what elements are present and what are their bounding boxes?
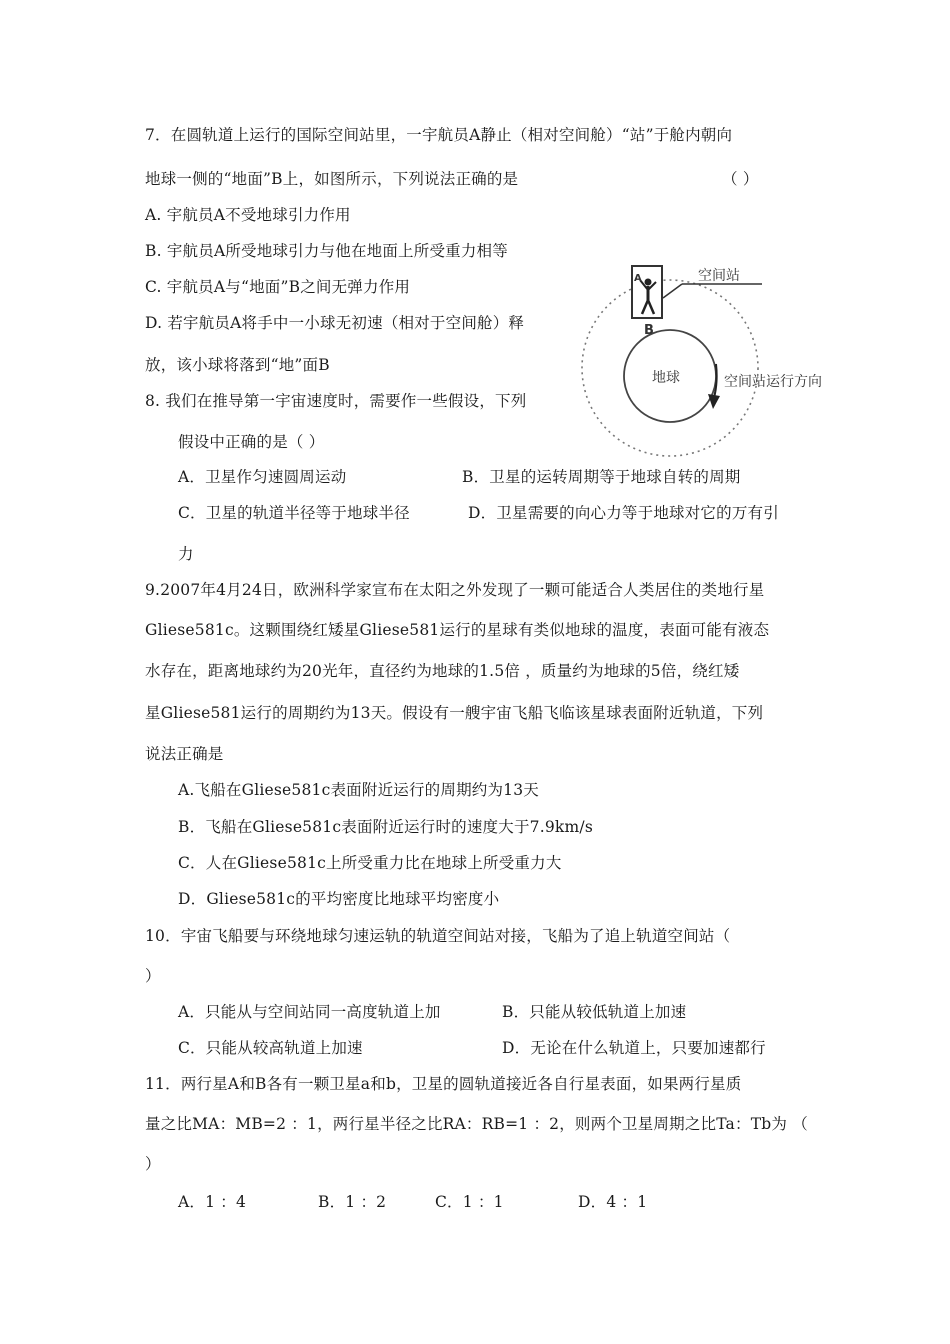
earth-label: 地球 bbox=[652, 370, 680, 386]
q10-stem-line1: 10．宇宙飞船要与环绕地球匀速运轨的轨道空间站对接，飞船为了追上轨道空间站（ bbox=[145, 927, 731, 945]
space-station-figure bbox=[570, 258, 860, 458]
q11-option-a: A．1 ：4 bbox=[178, 1193, 247, 1211]
q7-option-a: A. 宇航员A不受地球引力作用 bbox=[145, 206, 351, 224]
q7-option-d-line2: 放，该小球将落到“地”面B bbox=[145, 356, 330, 374]
q10-option-d: D．无论在什么轨道上，只要加速都行 bbox=[502, 1039, 766, 1057]
q9-option-d: D．Gliese581c的平均密度比地球平均密度小 bbox=[178, 890, 500, 908]
q8-option-b: B．卫星的运转周期等于地球自转的周期 bbox=[462, 468, 741, 486]
q8-stem-line1: 8. 我们在推导第一宇宙速度时，需要作一些假设，下列 bbox=[145, 392, 527, 410]
q10-stem-line2: ） bbox=[145, 967, 161, 985]
orbit-circle bbox=[582, 280, 758, 456]
q8-option-d-line2: 力 bbox=[178, 545, 194, 563]
q7-stem-line1: 7．在圆轨道上运行的国际空间站里，一宇航员A静止（相对空间舱）“站”于舱内朝向 bbox=[145, 126, 733, 144]
q7-option-c: C. 宇航员A与“地面”B之间无弹力作用 bbox=[145, 278, 411, 296]
q10-option-a: A．只能从与空间站同一高度轨道上加 bbox=[178, 1003, 441, 1021]
station-pointer-line bbox=[663, 284, 682, 298]
direction-label: 空间站运行方向 bbox=[724, 374, 822, 390]
station-label: 空间站 bbox=[698, 268, 740, 284]
q9-stem-line4: 星Gliese581运行的周期约为13天。假设有一艘宇宙飞船飞临该星球表面附近轨道，下列 bbox=[145, 704, 764, 722]
q11-option-d: D．4 ：1 bbox=[578, 1193, 648, 1211]
q11-stem-line1: 11．两行星A和B各有一颗卫星a和b，卫星的圆轨道接近各自行星表面，如果两行星质 bbox=[145, 1075, 742, 1093]
q9-option-c: C．人在Gliese581c上所受重力比在地球上所受重力大 bbox=[178, 854, 562, 872]
q9-stem-line5: 说法正确是 bbox=[145, 745, 224, 763]
q10-option-c: C．只能从较高轨道上加速 bbox=[178, 1039, 363, 1057]
q9-stem-line1: 9.2007年4月24日，欧洲科学家宣布在太阳之外发现了一颗可能适合人类居住的类地行星 bbox=[145, 581, 765, 599]
q7-option-d-line1: D. 若宇航员A将手中一小球无初速（相对于空间舱）释 bbox=[145, 314, 525, 332]
direction-arrow-head bbox=[708, 394, 720, 409]
q7-answer-paren: （ ） bbox=[722, 170, 759, 188]
q9-stem-line2: Gliese581c。这颗围绕红矮星Gliese581运行的星球有类似地球的温度，表面可能有液态 bbox=[145, 621, 770, 639]
q9-stem-line3: 水存在，距离地球约为20光年，直径约为地球的1.5倍 ，质量约为地球的5倍，绕红矮 bbox=[145, 662, 740, 680]
q11-stem-line3: ） bbox=[145, 1155, 161, 1173]
q11-option-c: C．1 ：1 bbox=[435, 1193, 504, 1211]
q9-option-a: A.飞船在Gliese581c表面附近运行的周期约为13天 bbox=[178, 781, 540, 799]
q10-option-b: B．只能从较低轨道上加速 bbox=[502, 1003, 687, 1021]
q7-stem-line2: 地球一侧的“地面”B上，如图所示，下列说法正确的是 bbox=[145, 170, 519, 188]
q11-stem-line2: 量之比MA：MB=2 ：1，两行星半径之比RA：RB=1 ：2，则两个卫星周期之比Ta：Tb为 （ bbox=[145, 1115, 808, 1133]
b-label: B bbox=[644, 323, 654, 338]
q11-option-b: B．1 ：2 bbox=[318, 1193, 387, 1211]
q9-option-b: B．飞船在Gliese581c表面附近运行时的速度大于7.9km/s bbox=[178, 818, 593, 836]
q8-stem-line2: 假设中正确的是（ ） bbox=[178, 433, 325, 451]
q7-option-b: B. 宇航员A所受地球引力与他在地面上所受重力相等 bbox=[145, 242, 508, 260]
q8-option-c: C．卫星的轨道半径等于地球半径 bbox=[178, 504, 410, 522]
svg-text:A: A bbox=[634, 273, 642, 284]
q8-option-d-line1: D．卫星需要的向心力等于地球对它的万有引 bbox=[468, 504, 779, 522]
q8-option-a: A．卫星作匀速圆周运动 bbox=[178, 468, 347, 486]
